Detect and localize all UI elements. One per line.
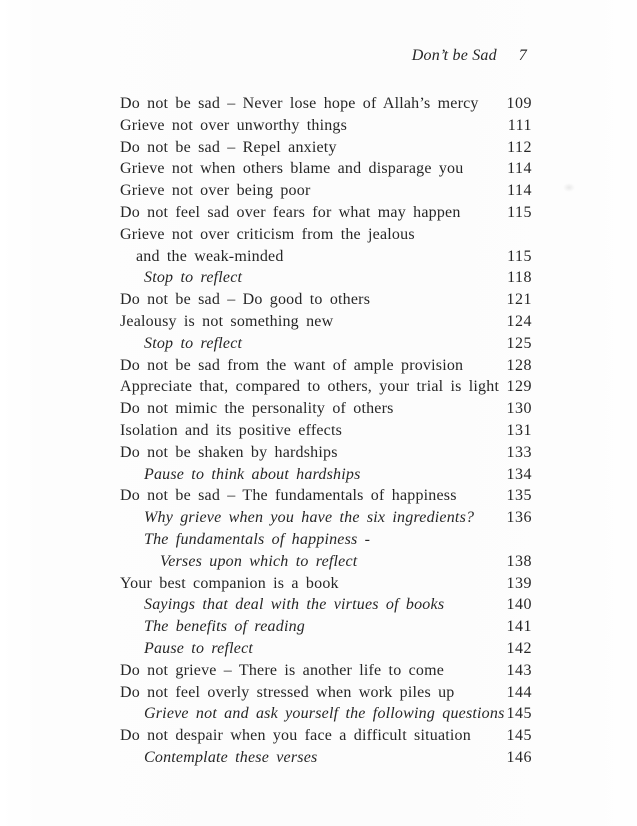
toc-entry-page-number: 131 xyxy=(506,421,532,439)
toc-entry-title: Do not be sad – Repel anxiety xyxy=(120,138,337,156)
toc-entry-title: Contemplate these verses xyxy=(144,748,318,766)
toc-entry-row xyxy=(120,180,532,202)
toc-entry-row xyxy=(120,202,532,224)
toc-entry-row xyxy=(120,376,532,398)
toc-entry-title: Do not mimic the personality of others xyxy=(120,400,394,418)
toc-entry-page-number: 114 xyxy=(507,182,532,200)
toc-entry-row xyxy=(120,725,532,747)
toc-entry-row xyxy=(120,246,532,268)
toc-entry-title: Isolation and its positive effects xyxy=(120,421,343,439)
toc-entry-title: Do not be sad – Do good to others xyxy=(120,291,371,309)
toc-entry-title: Grieve not over being poor xyxy=(120,182,311,200)
toc-entry-title: Jealousy is not something new xyxy=(120,312,334,330)
toc-entry-row xyxy=(120,311,532,333)
toc-entry-row xyxy=(120,594,532,616)
toc-entry-row xyxy=(120,158,532,180)
toc-entry-title: Do not be sad – Never lose hope of Allah’s mercy xyxy=(120,95,479,112)
toc-entry-page-number: 115 xyxy=(507,203,532,221)
toc-entry-row xyxy=(120,616,532,638)
toc-entry-page-number: 139 xyxy=(506,574,532,592)
toc-entry-row xyxy=(120,682,532,704)
toc-entry-row xyxy=(120,638,532,660)
toc-entry-row xyxy=(120,420,532,442)
toc-entry-title: Do not be sad – The fundamentals of happiness xyxy=(120,487,457,505)
toc-entry-title: Do not be sad from the want of ample provision xyxy=(120,356,464,374)
toc-entry-row xyxy=(120,93,532,115)
toc-entry-row xyxy=(120,137,532,159)
toc-entry-title: Grieve not over unworthy things xyxy=(120,116,348,134)
toc-entry-page-number: 114 xyxy=(507,160,532,178)
toc-entry-title: Pause to reflect xyxy=(144,639,254,657)
toc-entry-page-number: 134 xyxy=(506,465,532,483)
toc-entry-title: Your best companion is a book xyxy=(120,574,339,592)
toc-entry-page-number: 128 xyxy=(506,356,532,374)
toc-entry-page-number: 142 xyxy=(506,639,532,657)
running-head-title: Don’t be Sad xyxy=(411,47,497,64)
toc-entry-row xyxy=(120,442,532,464)
toc-entry-title: and the weak-minded xyxy=(136,247,284,265)
toc-entry-title: Do not be shaken by hardships xyxy=(120,443,338,461)
toc-entry-page-number: 118 xyxy=(507,269,532,287)
toc-entry-page-number: 135 xyxy=(506,487,532,505)
toc-entry-page-number: 125 xyxy=(506,334,532,352)
toc-entry-page-number: 115 xyxy=(507,247,532,265)
toc-entry-title: Why grieve when you have the six ingredients? xyxy=(144,509,475,527)
toc-entry-row xyxy=(120,551,532,573)
toc-entry-row xyxy=(120,660,532,682)
scan-smudge-artifact xyxy=(563,183,575,192)
toc-entry-title: Do not grieve – There is another life to come xyxy=(120,661,445,679)
toc-entry-title: Sayings that deal with the virtues of books xyxy=(144,596,445,614)
header-page-number: 7 xyxy=(518,47,527,64)
toc-entry-page-number: 124 xyxy=(506,312,532,330)
toc-entry-page-number: 145 xyxy=(506,727,532,745)
toc-list xyxy=(120,93,532,769)
toc-entry-title: Appreciate that, compared to others, your trial is light xyxy=(120,378,500,396)
toc-entry-title: Grieve not over criticism from the jealous xyxy=(120,225,415,243)
toc-entry-page-number: 138 xyxy=(506,552,532,570)
toc-entry-row xyxy=(120,355,532,377)
toc-entry-page-number: 109 xyxy=(506,95,532,112)
toc-entry-row xyxy=(120,333,532,355)
toc-entry-title: Stop to reflect xyxy=(144,269,243,287)
toc-entry-row xyxy=(120,464,532,486)
toc-entry-page-number: 121 xyxy=(506,291,532,309)
toc-entry-row xyxy=(120,485,532,507)
toc-entry-page-number: 140 xyxy=(506,596,532,614)
toc-entry-row xyxy=(120,289,532,311)
toc-entry-title: Stop to reflect xyxy=(144,334,243,352)
toc-entry-page-number: 141 xyxy=(506,618,532,636)
toc-entry-page-number: 143 xyxy=(506,661,532,679)
page-header xyxy=(120,46,527,66)
toc-entry-page-number: 111 xyxy=(507,116,532,134)
toc-entry-row xyxy=(120,507,532,529)
toc-entry-page-number: 133 xyxy=(506,443,532,461)
toc-entry-title: Do not feel overly stressed when work piles up xyxy=(120,683,455,701)
toc-entry-row xyxy=(120,747,532,769)
toc-entry-title: Verses upon which to reflect xyxy=(160,552,358,570)
toc-entry-title: Grieve not when others blame and disparage you xyxy=(120,160,464,178)
toc-entry-page-number: 145 xyxy=(506,705,532,723)
toc-entry-row xyxy=(120,398,532,420)
toc-entry-row xyxy=(120,224,532,246)
toc-entry-row xyxy=(120,115,532,137)
toc-entry-title: Do not despair when you face a difficult situation xyxy=(120,727,471,745)
toc-entry-title: Grieve not and ask yourself the following questions xyxy=(144,705,505,723)
toc-entry-title: Do not feel sad over fears for what may happen xyxy=(120,203,461,221)
toc-entry-title: The fundamentals of happiness - xyxy=(144,530,371,548)
toc-entry-row xyxy=(120,573,532,595)
toc-entry-page-number: 146 xyxy=(506,748,532,766)
toc-entry-page-number: 136 xyxy=(506,509,532,527)
toc-entry-title: The benefits of reading xyxy=(144,618,305,636)
toc-entry-page-number: 130 xyxy=(506,400,532,418)
toc-entry-page-number: 112 xyxy=(507,138,532,156)
toc-entry-row xyxy=(120,529,532,551)
toc-entry-title: Pause to think about hardships xyxy=(144,465,361,483)
toc-entry-row xyxy=(120,267,532,289)
toc-entry-page-number: 129 xyxy=(506,378,532,396)
toc-entry-row xyxy=(120,703,532,725)
toc-entry-page-number: 144 xyxy=(506,683,532,701)
